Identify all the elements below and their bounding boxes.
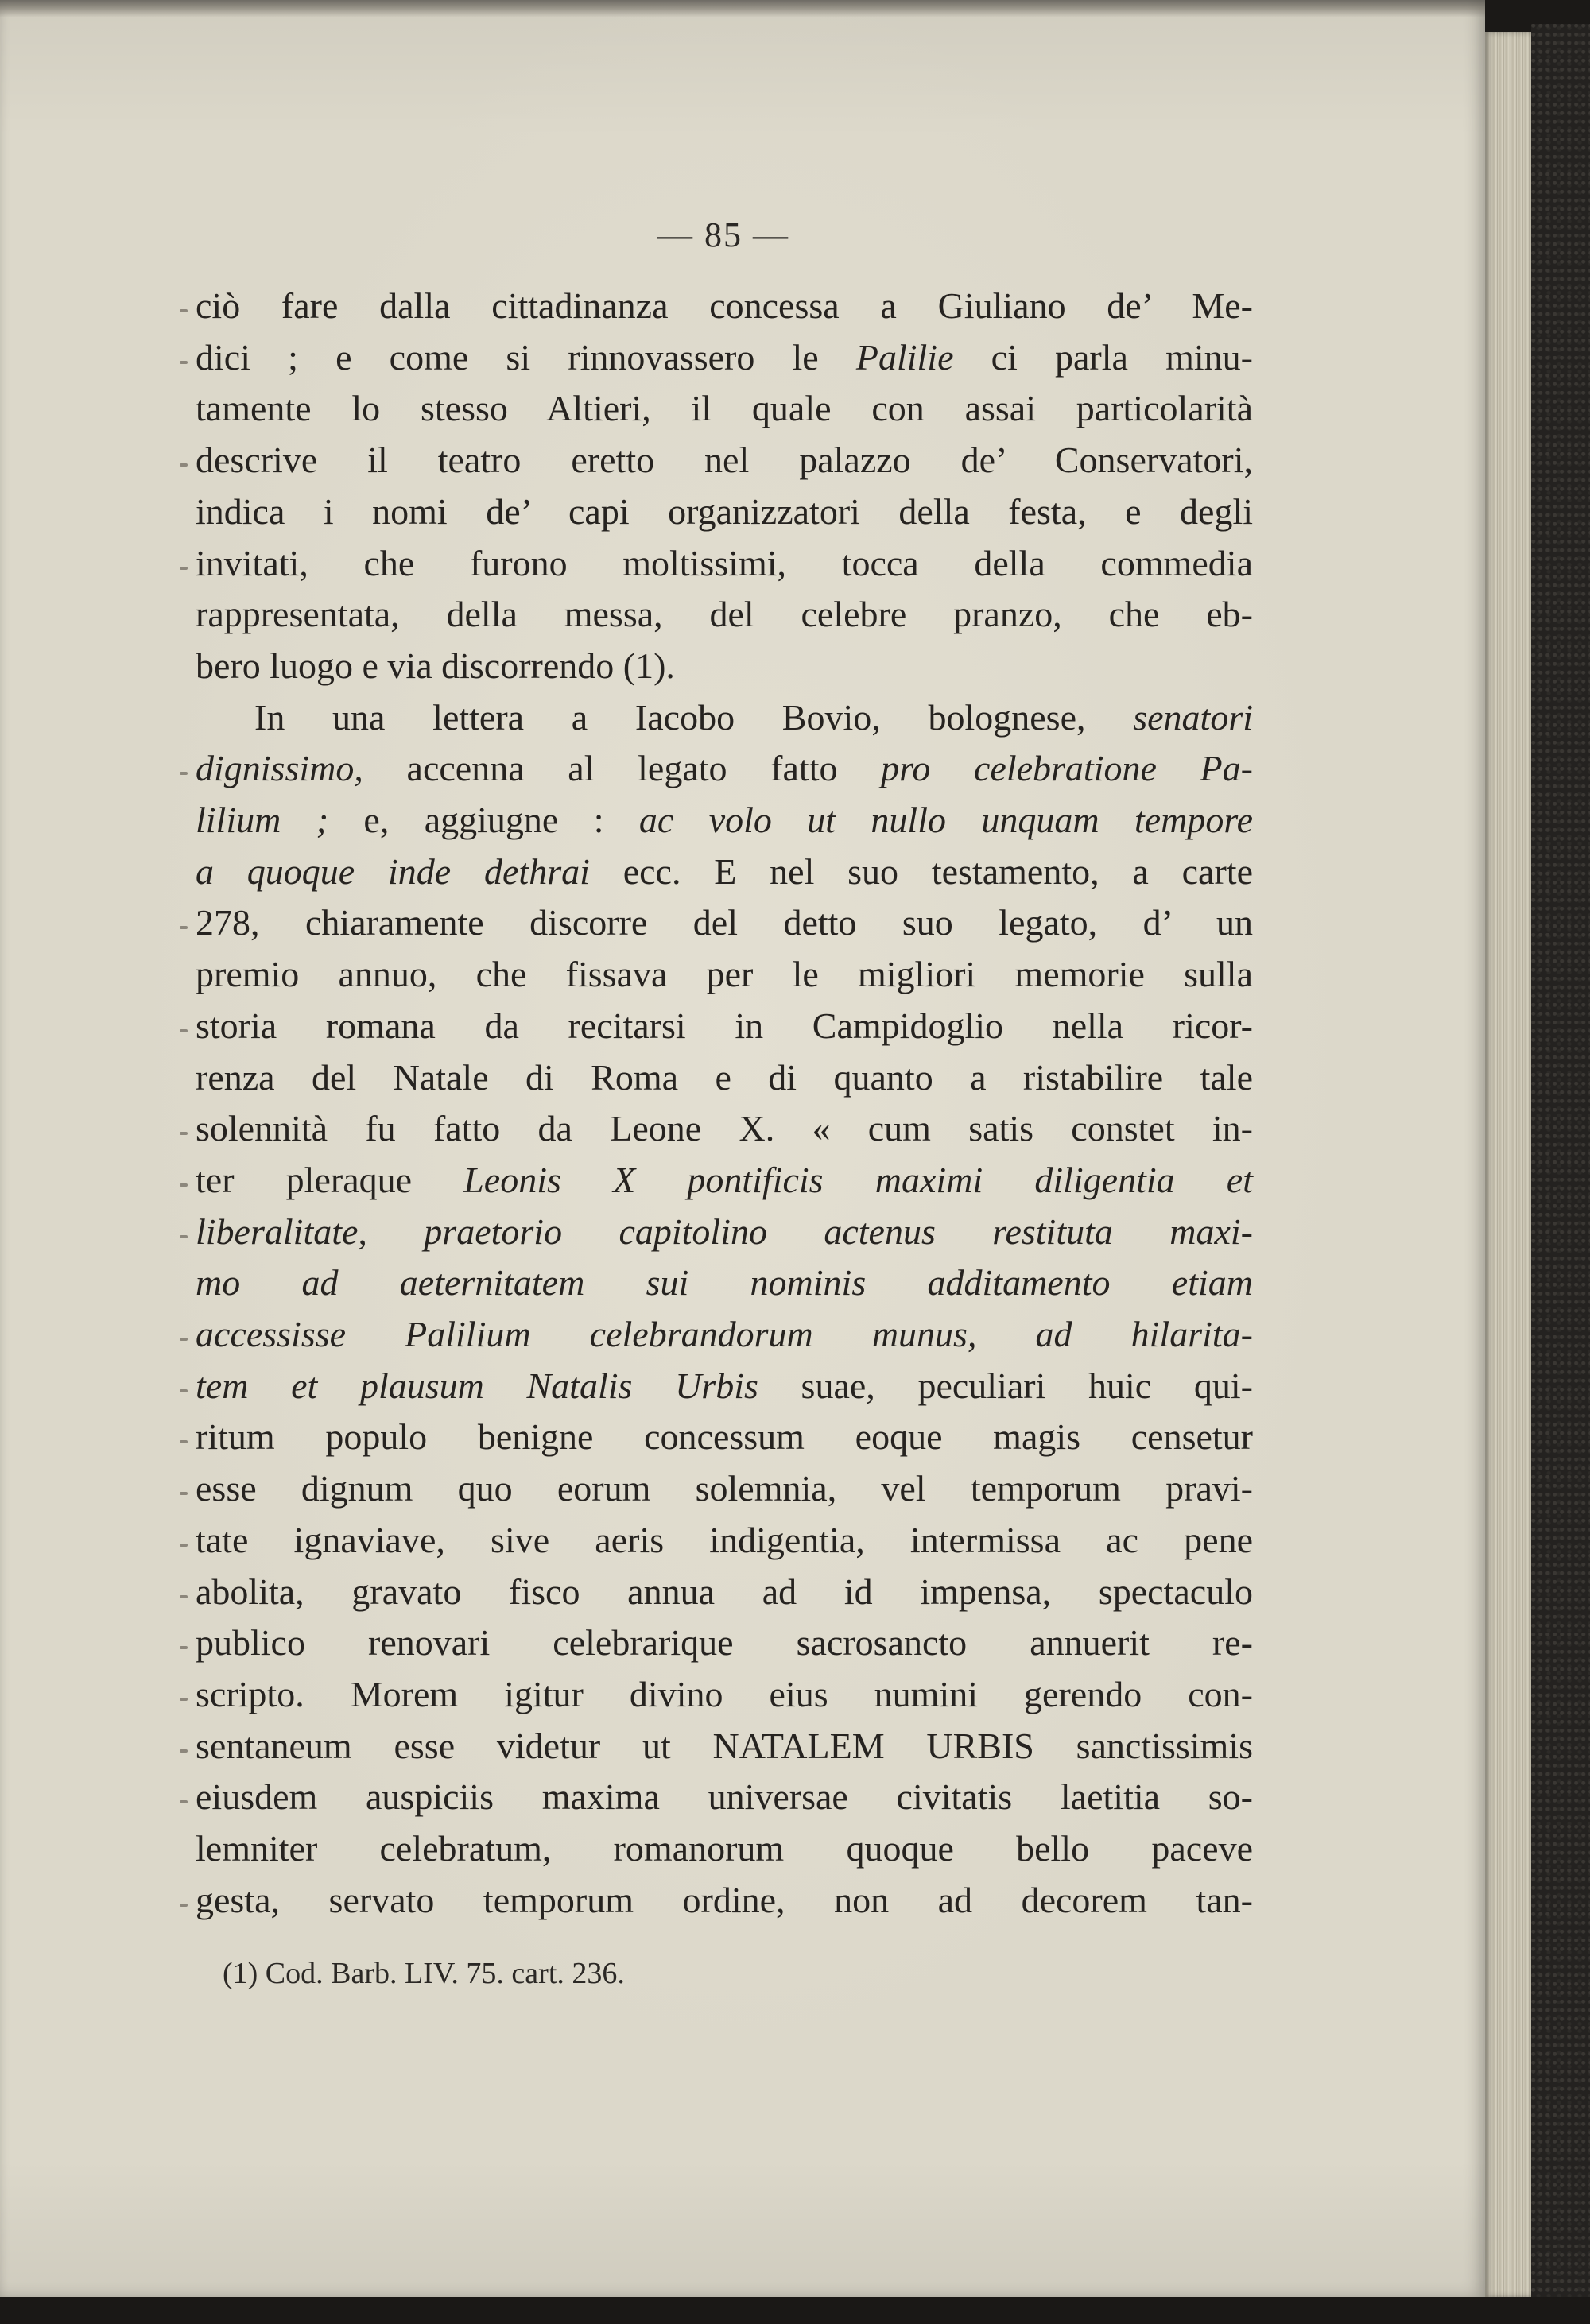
book-cover-board	[1531, 24, 1590, 2324]
italic-text: accessisse Palilium celebrandorum munus, ad hilarita-	[196, 1314, 1253, 1354]
roman-text: sentaneum esse videtur ut NATALEM URBIS sanctissimis	[196, 1725, 1253, 1766]
roman-text: gesta, servato temporum ordine, non ad decorem tan-	[196, 1879, 1253, 1920]
margin-speck	[180, 1338, 188, 1341]
text-line	[196, 1156, 1253, 1204]
roman-text: esse dignum quo eorum solemnia, vel temporum pravi-	[196, 1468, 1253, 1509]
italic-text: dignissimo,	[196, 748, 363, 789]
text-line	[196, 385, 1253, 432]
italic-text: mo ad aeternitatem sui nominis additamento etiam	[196, 1262, 1253, 1303]
italic-text: liberalitate, praetorio capitolino actenus restituta maxi-	[196, 1210, 1253, 1252]
text-line	[196, 1465, 1253, 1513]
text-line	[196, 1208, 1253, 1256]
text-line	[196, 1671, 1253, 1718]
italic-text: Palilie	[855, 336, 954, 378]
text-line	[196, 642, 1253, 690]
margin-speck	[180, 772, 188, 775]
text-line	[196, 1568, 1253, 1616]
roman-text: ci parla minu-	[953, 336, 1253, 378]
roman-text: publico renovari celebrarique sacrosancto annuerit re-	[196, 1622, 1253, 1664]
text-line	[196, 1722, 1253, 1770]
roman-text: accenna al legato fatto	[363, 748, 882, 789]
text-line	[196, 899, 1253, 947]
roman-text: ter pleraque	[196, 1159, 464, 1200]
margin-speck	[180, 567, 188, 570]
margin-speck	[180, 309, 188, 312]
roman-text: descrive il teatro eretto nel palazzo de’ Conservatori,	[196, 440, 1253, 481]
roman-text: storia romana da recitarsi in Campidoglio nella ricor-	[196, 1005, 1253, 1046]
margin-speck	[180, 926, 188, 929]
text-line	[196, 1259, 1253, 1307]
margin-speck	[180, 1440, 188, 1443]
text-line	[196, 1002, 1253, 1050]
italic-text: Leonis X pontificis maximi diligentia et	[463, 1159, 1253, 1200]
roman-text: abolita, gravato fisco annua ad id impensa, spectaculo	[196, 1571, 1253, 1612]
roman-text: scripto. Morem igitur divino eius numini gerendo con-	[196, 1673, 1253, 1714]
roman-text: lemniter celebratum, romanorum quoque bello paceve	[196, 1828, 1253, 1869]
roman-text: ecc. E nel suo testamento, a carte	[589, 850, 1253, 892]
text-line	[196, 1054, 1253, 1102]
text-line	[196, 1311, 1253, 1358]
text-line	[196, 796, 1253, 844]
text-line	[196, 848, 1253, 896]
roman-text: tamente lo stesso Altieri, il quale con assai particolarità	[196, 388, 1253, 429]
roman-text: 278, chiaramente discorre del detto suo legato, d’ un	[196, 902, 1253, 943]
margin-speck	[180, 1183, 188, 1187]
text-line	[196, 1105, 1253, 1152]
italic-text: ac volo ut nullo unquam tempore	[638, 800, 1254, 840]
roman-text: solennità fu fatto da Leone X. « cum satis constet in-	[196, 1108, 1253, 1149]
page-number: — 85 —	[657, 215, 789, 254]
margin-speck	[180, 463, 188, 467]
margin-speck	[180, 1904, 188, 1907]
margin-speck	[180, 1132, 188, 1135]
roman-text: dici ; e come si rinnovassero le	[196, 336, 856, 378]
margin-speck	[180, 1646, 188, 1649]
roman-text: suae, peculiari huic qui-	[758, 1365, 1253, 1406]
page-top-shadow	[0, 0, 1485, 17]
margin-speck	[180, 1749, 188, 1753]
text-line	[196, 1516, 1253, 1564]
text-line	[196, 1619, 1253, 1667]
text-line	[254, 694, 1253, 742]
margin-speck	[180, 361, 188, 364]
italic-text: tem et plausum Natalis Urbis	[196, 1365, 758, 1406]
text-line	[196, 591, 1253, 638]
text-line	[196, 488, 1253, 536]
italic-text: pro celebratione Pa-	[881, 748, 1253, 789]
roman-text: premio annuo, che fissava per le migliori memorie sulla	[196, 954, 1253, 995]
roman-text: ritum populo benigne concessum eoque magis censetur	[196, 1416, 1253, 1458]
margin-speck	[180, 1595, 188, 1598]
text-line	[196, 334, 1253, 382]
roman-text: tate ignaviave, sive aeris indigentia, intermissa ac pene	[196, 1519, 1253, 1560]
margin-speck	[180, 1235, 188, 1238]
text-line	[196, 1773, 1253, 1821]
text-line	[196, 1877, 1253, 1924]
text-line	[196, 282, 1253, 330]
roman-text: rappresentata, della messa, del celebre pranzo, che eb-	[196, 594, 1253, 635]
book-bottom-board	[0, 2297, 1590, 2324]
roman-text: invitati, che furono moltissimi, tocca della commedia	[196, 542, 1253, 583]
margin-speck	[180, 1800, 188, 1803]
italic-text: senatori	[1133, 696, 1253, 738]
margin-speck	[180, 1029, 188, 1032]
margin-speck	[180, 1389, 188, 1392]
roman-text: In una lettera a Iacobo Bovio, bolognese,	[254, 696, 1134, 738]
roman-text: renza del Natale di Roma e di quanto a ristabilire tale	[196, 1056, 1253, 1098]
text-line	[196, 1413, 1253, 1461]
roman-text: eiusdem auspiciis maxima universae civitatis laetitia so-	[196, 1776, 1253, 1818]
text-line	[196, 436, 1253, 484]
footnote: (1) Cod. Barb. LIV. 75. cart. 236.	[223, 1957, 625, 1990]
italic-text: lilium ;	[196, 800, 329, 840]
roman-text: bero luogo e via discorrendo (1).	[196, 645, 675, 686]
text-line	[196, 745, 1253, 792]
margin-speck	[180, 1492, 188, 1495]
margin-speck	[180, 1698, 188, 1701]
roman-text: e, aggiugne :	[328, 800, 639, 840]
text-line	[196, 951, 1253, 998]
page-fore-edge	[1485, 32, 1531, 2297]
roman-text: indica i nomi de’ capi organizzatori della festa, e degli	[196, 490, 1253, 532]
roman-text: ciò fare dalla cittadinanza concessa a Giuliano de’ Me-	[196, 285, 1253, 326]
text-line	[196, 540, 1253, 587]
margin-speck	[180, 1544, 188, 1547]
text-line	[196, 1825, 1253, 1873]
italic-text: a quoque inde dethrai	[196, 850, 590, 892]
text-line	[196, 1362, 1253, 1410]
